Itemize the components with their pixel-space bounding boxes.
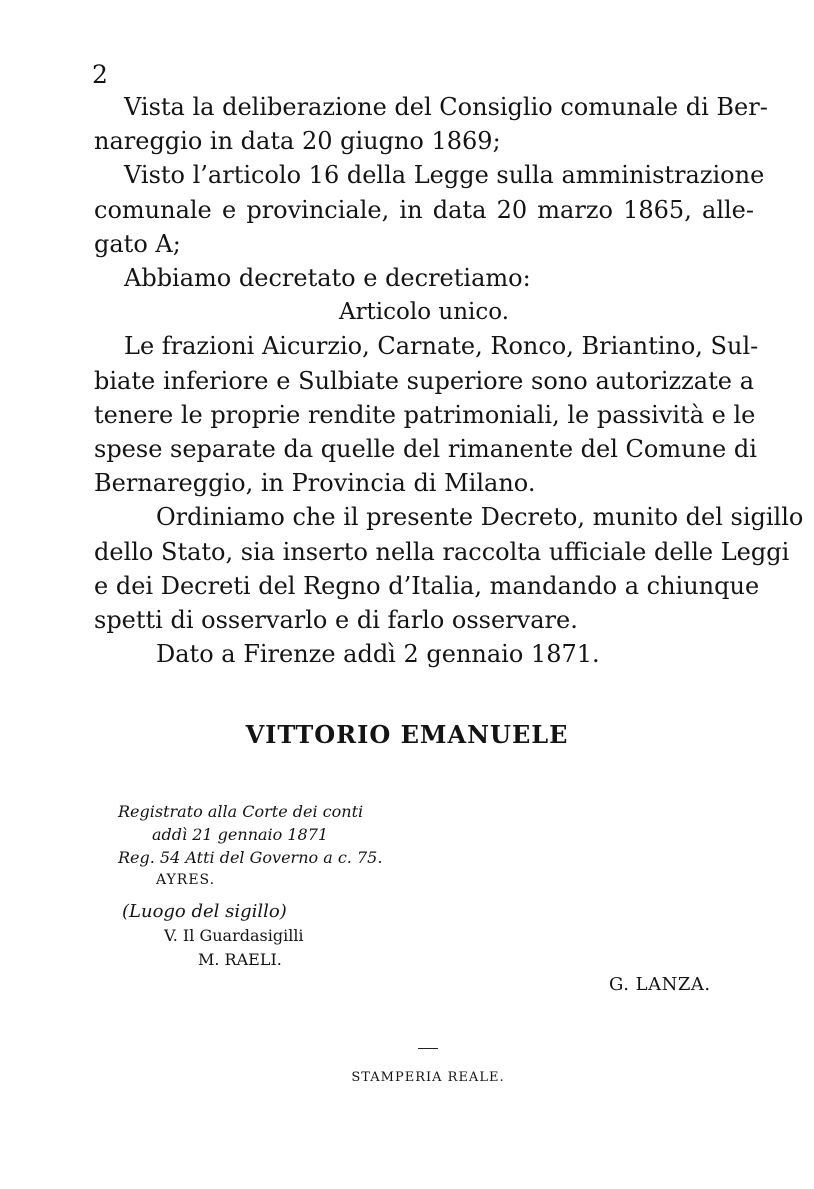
text-line: Vista la deliberazione del Consiglio comunale di Ber- — [124, 93, 768, 121]
text-line: tenere le proprie rendite patrimoniali, le passività e le — [94, 400, 756, 429]
text-line: Ordiniamo che il presente Decreto, munito del sigillo — [156, 503, 804, 532]
text-line: Visto l’articolo 16 della Legge sulla amministrazione — [124, 161, 765, 190]
text-line: Bernareggio, in Provincia di Milano. — [94, 469, 536, 498]
text-line: spese separate da quelle del rimanente del Comune di — [94, 435, 757, 464]
decree-body — [94, 90, 804, 671]
text-line: Le frazioni Aicurzio, Carnate, Ronco, Briantino, Sul- — [124, 332, 759, 361]
text-line: comunale e provinciale, in data 20 marzo 1865, alle- — [94, 195, 754, 224]
article-heading: Articolo unico. — [338, 299, 510, 326]
seal-block — [122, 900, 304, 972]
text-line: dello Stato, sia inserto nella raccolta ufficiale delle Leggi — [94, 537, 790, 566]
page-number: 2 — [92, 60, 108, 89]
text-line: gato A; — [94, 229, 181, 258]
minister-signature: G. LANZA. — [609, 974, 711, 995]
text-line: spetti di osservarlo e di farlo osservare. — [94, 606, 578, 635]
royal-signature: VITTORIO EMANUELE — [245, 720, 569, 749]
registry-line: addì 21 gennaio 1871 — [152, 825, 329, 844]
text-line: e dei Decreti del Regno d’Italia, mandando a chiunque — [94, 571, 760, 600]
seal-line: M. RAELI. — [198, 950, 282, 969]
registry-line: Reg. 54 Atti del Governo a c. 75. — [118, 848, 383, 867]
text-line: Abbiamo decretato e decretiamo: — [124, 264, 531, 293]
registry-note — [118, 800, 382, 892]
seal-line: (Luogo del sigillo) — [122, 901, 287, 922]
printer-imprint: STAMPERIA REALE. — [351, 1070, 505, 1085]
divider — [418, 1048, 438, 1049]
registry-line: Registrato alla Corte dei conti — [118, 802, 364, 821]
dating-line: Dato a Firenze addì 2 gennaio 1871. — [156, 640, 600, 669]
seal-line: V. Il Guardasigilli — [164, 926, 304, 945]
text-line: nareggio in data 20 giugno 1869; — [94, 127, 501, 156]
registry-line: AYRES. — [156, 872, 216, 888]
text-line: biate inferiore e Sulbiate superiore sono autorizzate a — [94, 366, 754, 395]
